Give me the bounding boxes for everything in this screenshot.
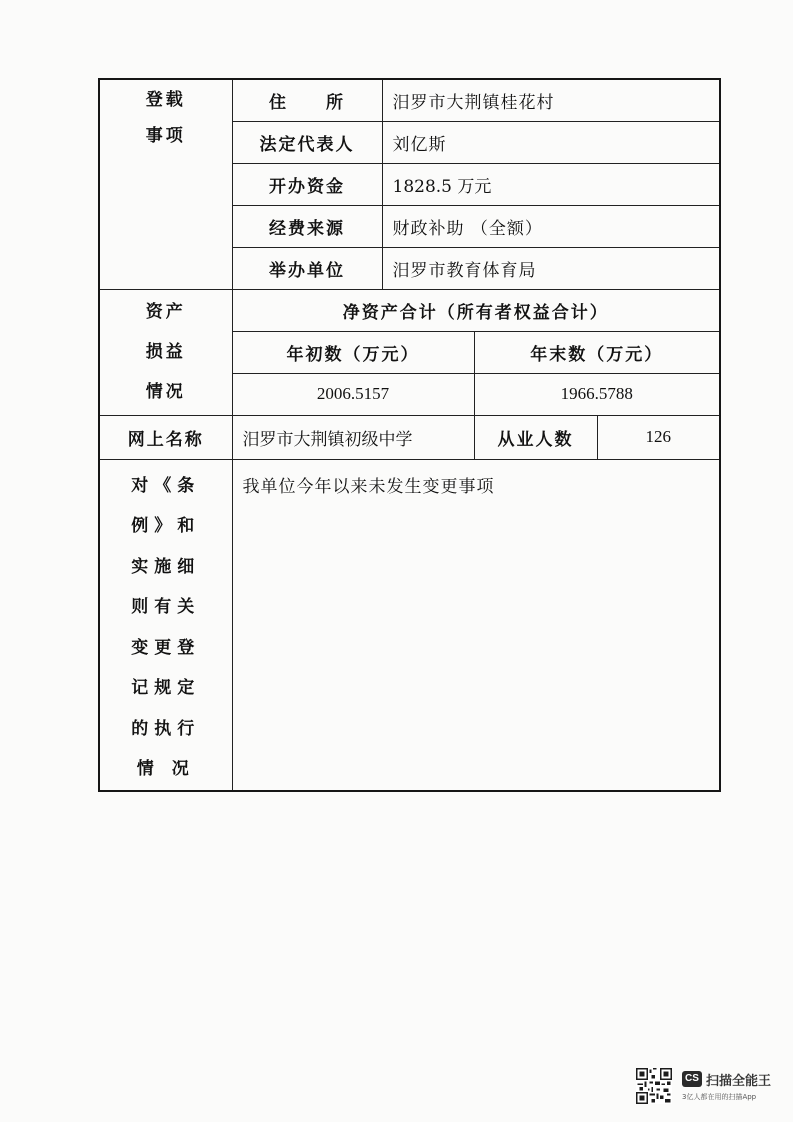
execution-label-line: 的执行	[131, 718, 201, 739]
registration-label-line2: 事项	[145, 126, 186, 147]
sponsor-value: 汨罗市教育体育局	[382, 247, 720, 289]
assets-section-label	[99, 289, 232, 415]
execution-section-label	[99, 459, 232, 791]
assets-label-line2: 损益	[145, 341, 186, 362]
funding-source-value: 财政补助 （全额）	[382, 205, 720, 247]
funding-source-label: 经费来源	[232, 205, 382, 247]
registration-label-line1: 登载	[145, 90, 186, 110]
camscanner-logo: CS	[682, 1071, 702, 1087]
execution-label-line: 则有关	[131, 597, 201, 617]
camscanner-brand: 扫描全能王	[706, 1074, 772, 1089]
execution-label-line: 情 况	[136, 759, 195, 779]
legal-rep-label: 法定代表人	[232, 121, 382, 163]
staff-count-label: 从业人数	[474, 415, 597, 459]
end-of-year-header: 年末数（万元）	[474, 331, 720, 373]
address-label: 住 所	[232, 79, 382, 121]
address-value: 汨罗市大荆镇桂花村	[382, 79, 720, 121]
execution-text: 我单位今年以来未发生变更事项	[232, 459, 720, 791]
registration-form-table	[98, 78, 721, 792]
assets-label-line3: 情况	[145, 381, 186, 402]
camscanner-tagline: 3亿人都在用的扫描App	[682, 1093, 757, 1101]
end-of-year-value: 1966.5788	[474, 373, 720, 415]
staff-count-value: 126	[597, 415, 720, 459]
start-of-year-value: 2006.5157	[232, 373, 474, 415]
legal-rep-value: 刘亿斯	[382, 121, 720, 163]
execution-label-line: 变更登	[131, 637, 201, 658]
execution-label-line: 记规定	[131, 678, 201, 698]
online-name-label: 网上名称	[99, 415, 232, 459]
registration-section-label	[99, 79, 232, 289]
funding-label: 开办资金	[232, 163, 382, 205]
sponsor-label: 举办单位	[232, 247, 382, 289]
net-assets-header: 净资产合计（所有者权益合计）	[232, 289, 720, 331]
funding-value: 1828.5 万元	[382, 163, 720, 205]
start-of-year-header: 年初数（万元）	[232, 331, 474, 373]
execution-label-line: 对《条	[131, 475, 201, 496]
assets-label-line1: 资产	[145, 301, 186, 322]
scanner-watermark	[636, 1068, 776, 1108]
qr-code-icon	[636, 1068, 672, 1104]
execution-label-line: 例》和	[131, 516, 201, 536]
execution-label-line: 实施细	[131, 556, 201, 577]
online-name-value: 汨罗市大荆镇初级中学	[232, 415, 474, 459]
